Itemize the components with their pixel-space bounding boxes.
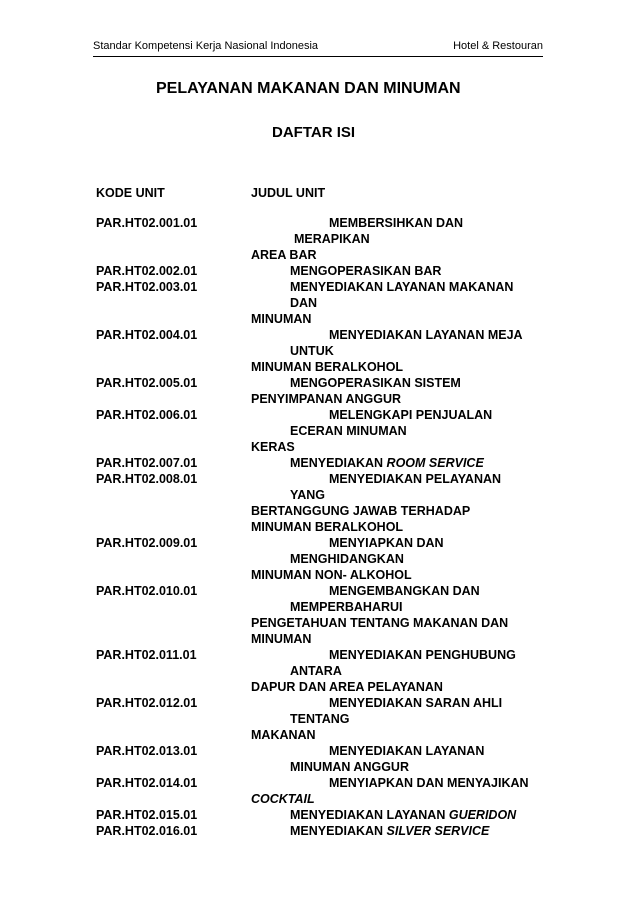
unit-title-line: MENGEMBANGKAN DAN [329, 584, 480, 598]
unit-title-line: MENYEDIAKAN SARAN AHLI [329, 696, 503, 710]
unit-title-line: DAN [290, 296, 318, 310]
unit-title-part-italic: SILVER SERVICE [386, 824, 490, 838]
toc-title: DAFTAR ISI [272, 124, 356, 141]
unit-code: PAR.HT02.013.01 [96, 744, 198, 758]
header-rule [93, 56, 543, 57]
unit-title-line: MENYEDIAKAN LAYANAN MEJA [329, 328, 523, 342]
unit-title-line: COCKTAIL [251, 792, 315, 806]
unit-title-line: MENYEDIAKAN LAYANAN MAKANAN [290, 280, 514, 294]
unit-title-line: MENGOPERASIKAN SISTEM [290, 376, 461, 390]
unit-title-line: UNTUK [290, 344, 334, 358]
unit-title-line: MINUMAN NON- ALKOHOL [251, 568, 412, 582]
unit-code: PAR.HT02.008.01 [96, 472, 198, 486]
page-header-left: Standar Kompetensi Kerja Nasional Indonesia [93, 40, 319, 52]
unit-title-line: YANG [290, 488, 325, 502]
unit-title-line: MENYIAPKAN DAN [329, 536, 444, 550]
unit-title-line: MINUMAN BERALKOHOL [251, 520, 404, 534]
unit-code: PAR.HT02.005.01 [96, 376, 198, 390]
unit-title-line: MENYIAPKAN DAN MENYAJIKAN [329, 776, 529, 790]
document-title: PELAYANAN MAKANAN DAN MINUMAN [156, 80, 461, 97]
unit-title-line: MINUMAN [251, 632, 312, 646]
unit-title-line: MINUMAN [251, 312, 312, 326]
unit-title-line: MENYEDIAKAN PENGHUBUNG [329, 648, 516, 662]
unit-title-part-italic: GUERIDON [448, 808, 517, 822]
unit-title-line: ECERAN MINUMAN [290, 424, 407, 438]
unit-code: PAR.HT02.014.01 [96, 776, 198, 790]
unit-title-line: PENGETAHUAN TENTANG MAKANAN DAN [251, 616, 509, 630]
unit-title-line: PENYIMPANAN ANGGUR [251, 392, 402, 406]
unit-title-part: MENYEDIAKAN [290, 456, 384, 470]
unit-title-line: MAKANAN [251, 728, 316, 742]
unit-code: PAR.HT02.006.01 [96, 408, 198, 422]
unit-title-line [290, 808, 516, 822]
unit-code: PAR.HT02.007.01 [96, 456, 198, 470]
unit-title-line: MEMPERBAHARUI [290, 600, 403, 614]
unit-code: PAR.HT02.011.01 [96, 648, 197, 662]
unit-title-line: MINUMAN BERALKOHOL [251, 360, 404, 374]
unit-code: PAR.HT02.010.01 [96, 584, 198, 598]
unit-title-line: MELENGKAPI PENJUALAN [329, 408, 493, 422]
page-header-right: Hotel & Restouran [453, 40, 543, 52]
unit-title-line: MENYEDIAKAN LAYANAN [329, 744, 485, 758]
unit-code: PAR.HT02.001.01 [96, 216, 198, 230]
unit-title-line: MENYEDIAKAN PELAYANAN [329, 472, 502, 486]
unit-code: PAR.HT02.009.01 [96, 536, 198, 550]
unit-title-line: BERTANGGUNG JAWAB TERHADAP [251, 504, 471, 518]
unit-title-line: MINUMAN ANGGUR [290, 760, 409, 774]
unit-code: PAR.HT02.016.01 [96, 824, 198, 838]
unit-code: PAR.HT02.012.01 [96, 696, 198, 710]
unit-title-line: MEMBERSIHKAN DAN [329, 216, 464, 230]
unit-title-line: TENTANG [290, 712, 350, 726]
unit-title-line [290, 824, 489, 838]
column-header-code: KODE UNIT [96, 186, 165, 200]
unit-title-line: DAPUR DAN AREA PELAYANAN [251, 680, 443, 694]
unit-title-line: AREA BAR [251, 248, 317, 262]
unit-title-line: MENGHIDANGKAN [290, 552, 404, 566]
unit-code: PAR.HT02.002.01 [96, 264, 198, 278]
column-header-title: JUDUL UNIT [251, 186, 326, 200]
unit-code: PAR.HT02.015.01 [96, 808, 198, 822]
unit-title-line: ANTARA [290, 664, 342, 678]
unit-title-part-italic: ROOM SERVICE [386, 456, 484, 470]
unit-title-line [290, 456, 484, 470]
unit-code: PAR.HT02.004.01 [96, 328, 198, 342]
unit-title-line: MENGOPERASIKAN BAR [290, 264, 442, 278]
unit-title-part: MENYEDIAKAN LAYANAN [290, 808, 446, 822]
unit-title-line: MERAPIKAN [294, 232, 370, 246]
unit-title-part: MENYEDIAKAN [290, 824, 384, 838]
unit-code: PAR.HT02.003.01 [96, 280, 198, 294]
unit-title-line: KERAS [251, 440, 295, 454]
